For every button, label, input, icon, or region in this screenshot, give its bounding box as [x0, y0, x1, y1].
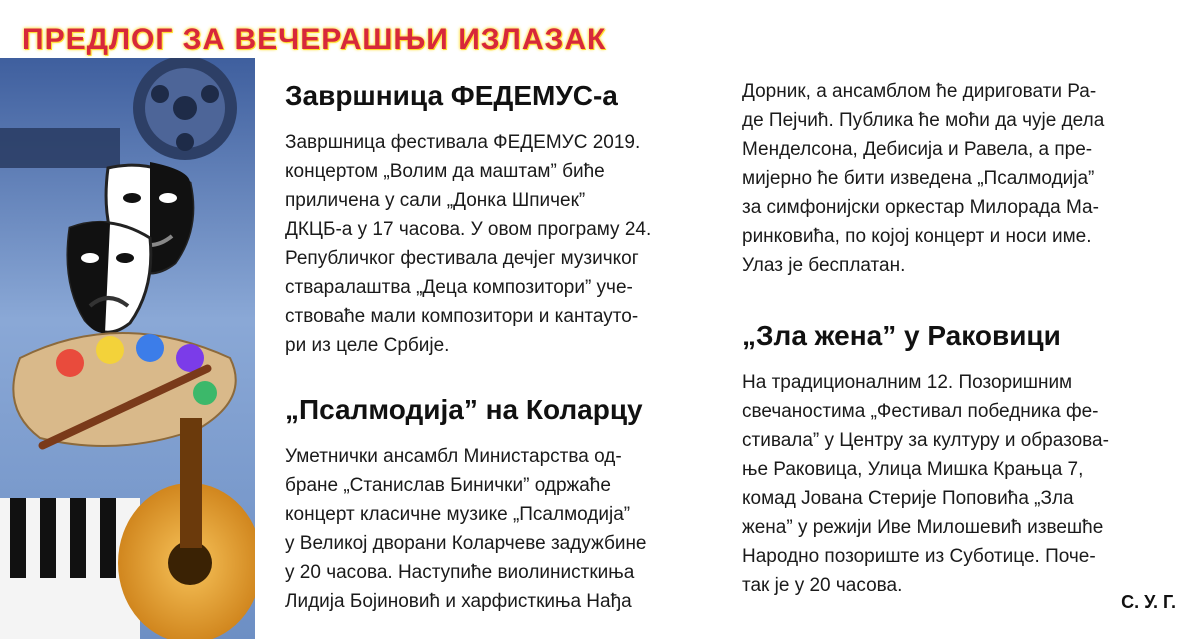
text-line: так је у 20 часова.: [742, 575, 903, 596]
text-line: концерт класичне музике „Псалмодија”: [285, 504, 631, 525]
text-line: Менделсона, Дебисија и Равела, а пре-: [742, 139, 1093, 160]
text-line: ринковића, по којој концерт и носи име.: [742, 226, 1092, 247]
text-line: стваралаштва „Деца композитори” уче-: [285, 277, 633, 298]
text-line: комад Јована Стерије Поповића „Зла: [742, 488, 1074, 509]
article-continuation: [742, 77, 1192, 280]
article-body: [285, 128, 735, 360]
article-title: Завршница ФЕДЕМУС-а: [285, 80, 618, 111]
masthead-title: ПРЕДЛОГ ЗА ВЕЧЕРАШЊИ ИЗЛАЗАК: [22, 23, 607, 56]
text-line: Народно позориште из Суботице. Поче-: [742, 546, 1096, 567]
text-line: у 20 часова. Наступиће виолинисткиња: [285, 562, 635, 583]
text-line: ДКЦБ-а у 17 часова. У овом програму 24.: [285, 219, 652, 240]
article-zla-zena: [742, 317, 1192, 600]
text-line: стивала” у Центру за културу и образова-: [742, 430, 1109, 451]
text-line: Републичког фестивала дечјег музичког: [285, 248, 639, 269]
text-line: Лидија Бојиновић и харфисткиња Нађа: [285, 591, 632, 612]
text-line: Дорник, а ансамблом ће дириговати Ра-: [742, 81, 1097, 102]
text-line: Завршница фестивала ФЕДЕМУС 2019.: [285, 132, 641, 153]
text-line: На традиционалним 12. Позоришним: [742, 372, 1073, 393]
text-line: Уметнички ансамбл Министарства од-: [285, 446, 622, 467]
text-line: жена” у режији Иве Милошевић извешће: [742, 517, 1104, 538]
column-right: [742, 77, 1192, 600]
article-title: „Зла жена” у Раковици: [742, 320, 1061, 351]
text-line: мијерно ће бити изведена „Псалмодија”: [742, 168, 1095, 189]
text-line: свечаностима „Фестивал победника фе-: [742, 401, 1099, 422]
text-line: ри из целе Србије.: [285, 335, 450, 356]
text-line: за симфонијски оркестар Милорада Ма-: [742, 197, 1099, 218]
decorative-illustration: [0, 58, 255, 639]
article-federmus: [285, 77, 735, 360]
text-line: Улаз је бесплатан.: [742, 255, 906, 276]
text-line: де Пејчић. Публика ће моћи да чује дела: [742, 110, 1105, 131]
article-psalmodija: [285, 391, 735, 616]
author-signature: С. У. Г.: [1121, 592, 1176, 612]
text-line: приличена у сали „Донка Шпичек”: [285, 190, 586, 211]
article-body: [742, 368, 1192, 600]
text-line: ње Раковица, Улица Мишка Крањца 7,: [742, 459, 1084, 480]
text-line: ствоваће мали композитори и кантауто-: [285, 306, 639, 327]
column-left: [285, 77, 735, 616]
article-body: [285, 442, 735, 616]
film-reel-icon: [133, 58, 237, 160]
text-line: бране „Станислав Бинички” одржаће: [285, 475, 611, 496]
text-line: концертом „Волим да маштам” биће: [285, 161, 605, 182]
article-title: „Псалмодија” на Коларцу: [285, 394, 643, 425]
text-line: у Великој дворани Коларчеве задужбине: [285, 533, 647, 554]
